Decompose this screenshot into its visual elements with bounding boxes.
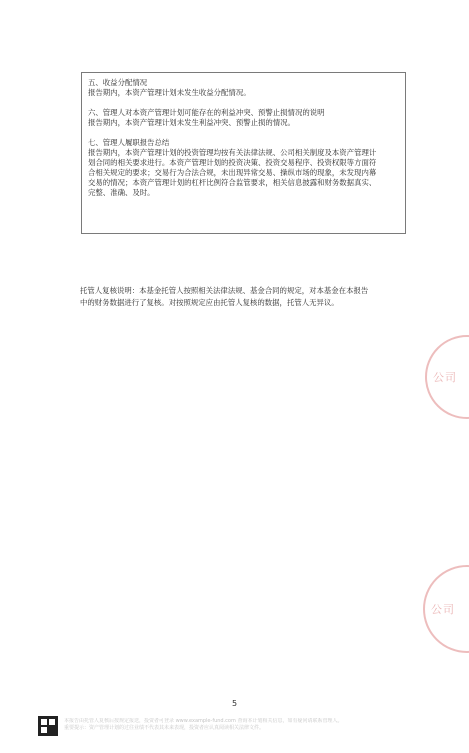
custodian-note-line: 中的财务数据进行了复核。对按照规定应由托管人复核的数据，托管人无异议。 — [80, 298, 339, 307]
footer-line: 重要提示：资产管理计划的过往业绩不代表其未来表现，投资者应认真阅读相关法律文件。 — [64, 725, 265, 731]
section-6-text: 报告期内，本资产管理计划未发生利益冲突、预警止损的情况。 — [88, 118, 295, 127]
company-seal-top — [425, 335, 469, 419]
spacer — [88, 98, 399, 108]
custodian-review-note — [80, 285, 410, 309]
footer-line: 本报告由托管人复核后按规定报送，投资者可登录 www.example-fund.com 查询本计划相关信息，如有疑问请联系管理人。 — [64, 718, 343, 724]
section-5-text: 报告期内，本资产管理计划未发生收益分配情况。 — [88, 88, 251, 97]
section-7-text-line: 报告期内，本资产管理计划的投资管理均按有关法律法规、公司相关制度及本资产管理计 — [88, 148, 377, 157]
page-footer — [64, 718, 444, 732]
spacer — [88, 128, 399, 138]
section-7-text-line: 划合同的相关要求进行。本资产管理计划的投资决策、投资交易程序、投资权限等方面符 — [88, 158, 377, 167]
custodian-note-line: 托管人复核说明：本基金托管人按照相关法律法规、基金合同的规定，对本基金在本报告 — [80, 286, 369, 295]
seal-text: 公司 — [431, 603, 455, 616]
section-7-text-line: 合相关规定的要求；交易行为合法合规，未出现异常交易、操纵市场的现象，未发现内幕 — [88, 168, 377, 177]
section-7-text-line: 完整、准确、及时。 — [88, 188, 155, 197]
section-6-heading: 六、管理人对本资产管理计划可能存在的利益冲突、预警止损情况的说明 — [88, 108, 325, 117]
section-7-text-line: 交易的情况；本资产管理计划的杠杆比例符合监管要求，相关信息披露和财务数据真实、 — [88, 178, 377, 187]
company-seal-bottom — [423, 565, 469, 653]
section-7-heading: 七、管理人履职报告总结 — [88, 138, 170, 147]
section-5-heading: 五、收益分配情况 — [88, 78, 148, 87]
qr-code-icon — [38, 716, 58, 736]
report-content-box — [81, 72, 406, 234]
page-number: 5 — [231, 699, 238, 708]
seal-text: 公司 — [433, 371, 457, 384]
